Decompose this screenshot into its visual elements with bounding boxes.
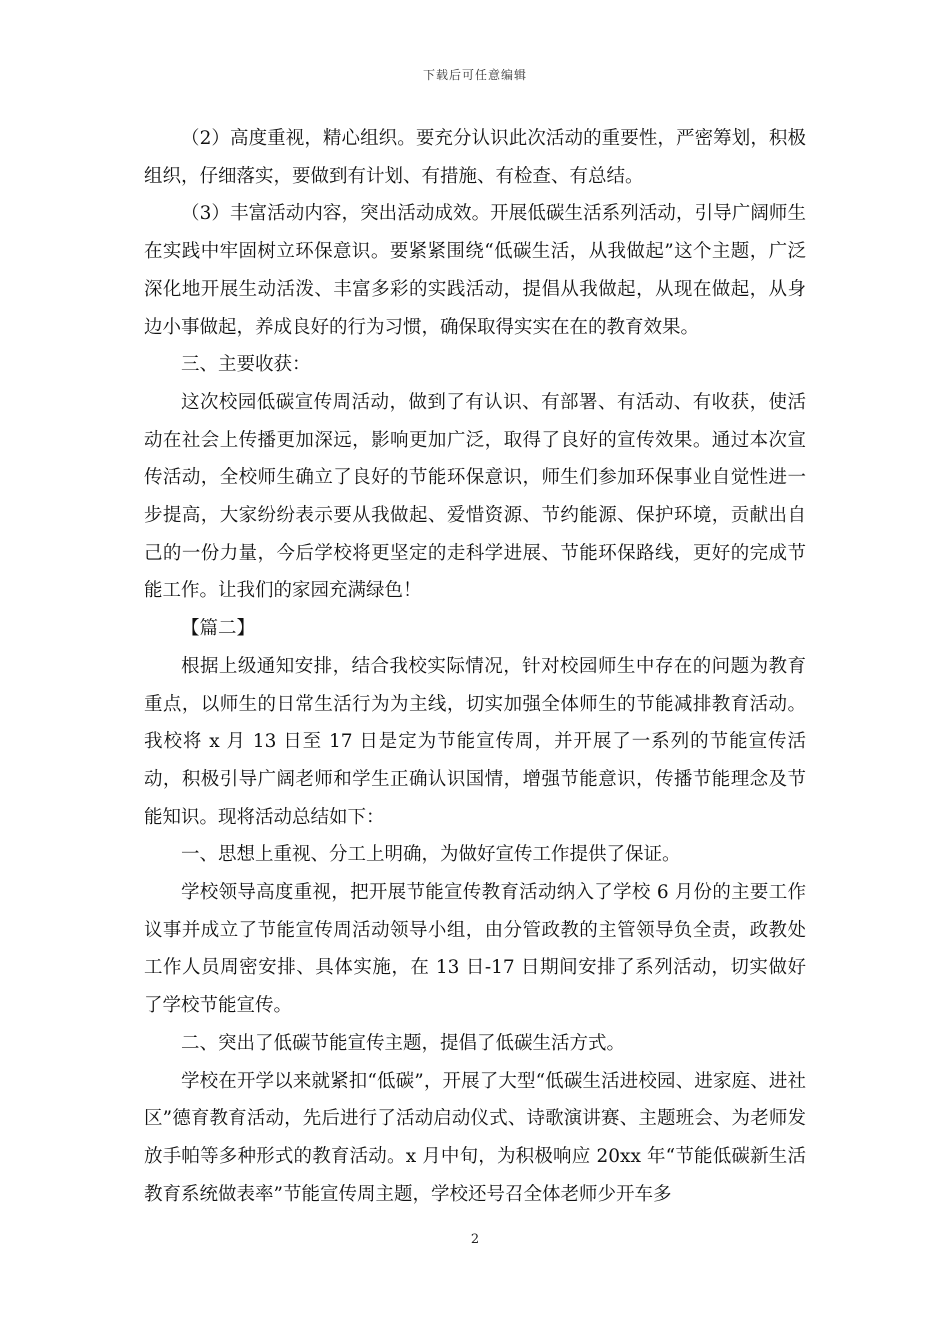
paragraph: 学校在开学以来就紧扣“低碳”，开展了大型“低碳生活进校园、进家庭、进社区”德育教育活动，先后进行了活动启动仪式、诗歌演讲赛、主题班会、为老师发放手帕等多种形式的教育活动。x 月中旬，为积极响应 20xx 年“节能低碳新生活教育系统做表率”节能宣传周主题，学校还号召全体老师少开车多 (144, 1070, 806, 1205)
page-header: 下载后可任意编辑 (422, 68, 527, 82)
section-heading: 三、主要收获： (181, 354, 311, 376)
section-heading: 【篇二】 (181, 618, 256, 640)
page-number: 2 (470, 1232, 480, 1247)
paragraph: 这次校园低碳宣传周活动，做到了有认识、有部署、有活动、有收获，使活动在社会上传播更加深远，影响更加广泛，取得了良好的宣传效果。通过本次宣传活动，全校师生确立了良好的节能环保意识，师生们参加环保事业自觉性进一步提高，大家纷纷表示要从我做起、爱惜资源、节约能源、保护环境，贡献出自己的一份力量，今后学校将更坚定的走科学进展、节能环保路线，更好的完成节能工作。让我们的家园充满绿色！ (144, 391, 806, 602)
paragraph: （3）丰富活动内容，突出活动成效。开展低碳生活系列活动，引导广阔师生在实践中牢固树立环保意识。要紧紧围绕“低碳生活，从我做起”这个主题，广泛深化地开展生动活泼、丰富多彩的实践活动，提倡从我做起，从现在做起，从身边小事做起，养成良好的行为习惯，确保取得实实在在的教育效果。 (144, 203, 806, 338)
paragraph: 根据上级通知安排，结合我校实际情况，针对校园师生中存在的问题为教育重点，以师生的日常生活行为为主线，切实加强全体师生的节能减排教育活动。我校将 x 月 13 日至 17 日是定为节能宣传周，并开展了一系列的节能宣传活动，积极引导广阔老师和学生正确认识国情，增强节能意识，传播节能理念及节能知识。现将活动总结如下： (144, 655, 806, 828)
paragraph: 学校领导高度重视，把开展节能宣传教育活动纳入了学校 6 月份的主要工作议事并成立了节能宣传周活动领导小组，由分管政教的主管领导负全责，政教处工作人员周密安排、具体实施，在 13 日-17 日期间安排了系列活动，切实做好了学校节能宣传。 (144, 882, 806, 1017)
section-heading: 二、突出了低碳节能宣传主题，提倡了低碳生活方式。 (181, 1032, 626, 1054)
paragraph: （2）高度重视，精心组织。要充分认识此次活动的重要性，严密筹划，积极组织，仔细落实，要做到有计划、有措施、有检查、有总结。 (144, 128, 806, 187)
document-body (144, 120, 806, 1213)
section-heading: 一、思想上重视、分工上明确，为做好宣传工作提供了保证。 (181, 844, 681, 866)
